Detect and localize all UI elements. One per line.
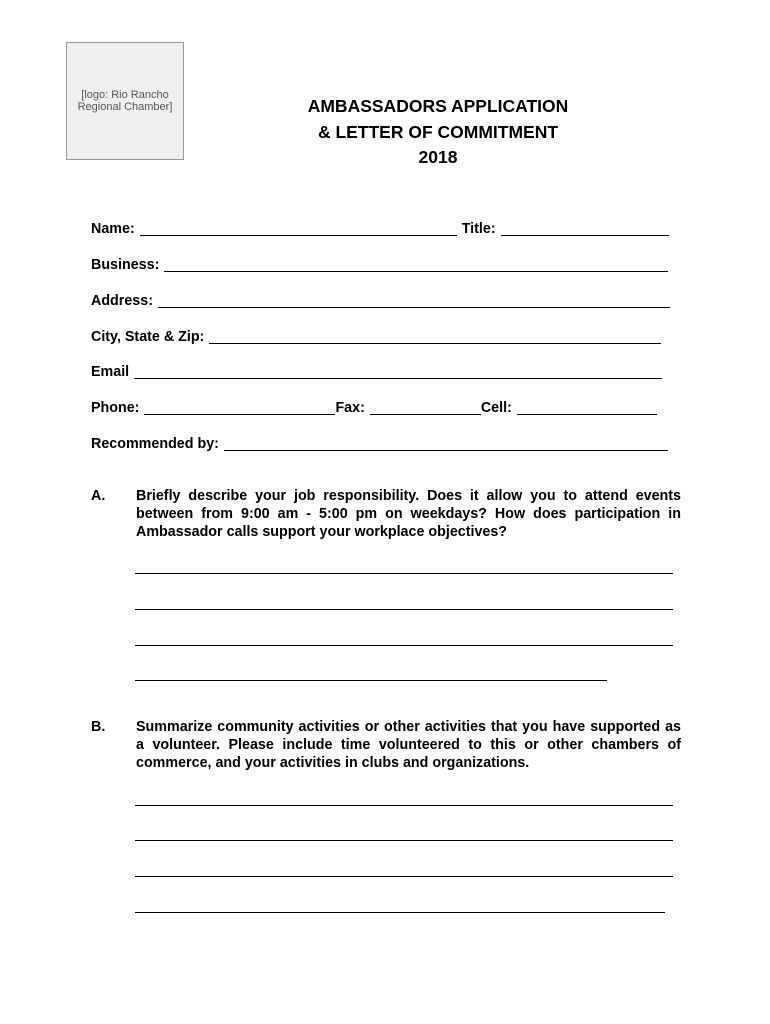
business-field[interactable] bbox=[164, 257, 668, 272]
fax-label: Fax: bbox=[335, 400, 365, 416]
email-row bbox=[91, 361, 662, 381]
recommended-label: Recommended by: bbox=[91, 436, 219, 452]
name-field[interactable] bbox=[140, 221, 457, 236]
document-title bbox=[270, 94, 606, 171]
phone-row bbox=[91, 397, 657, 417]
business-row bbox=[91, 254, 668, 274]
answer-b-line[interactable] bbox=[135, 876, 673, 877]
recommended-row bbox=[91, 433, 668, 453]
phone-field[interactable] bbox=[144, 400, 335, 415]
city-state-zip-row bbox=[91, 326, 661, 346]
cell-label: Cell: bbox=[480, 400, 512, 416]
email-label: Email bbox=[91, 364, 130, 380]
answer-b-line[interactable] bbox=[135, 912, 665, 913]
email-field[interactable] bbox=[134, 364, 662, 379]
answer-a-line[interactable] bbox=[135, 573, 673, 574]
cell-field[interactable] bbox=[517, 400, 657, 415]
phone-label: Phone: bbox=[91, 400, 140, 416]
question-b bbox=[91, 718, 681, 778]
title-field[interactable] bbox=[501, 221, 669, 236]
answer-b-line[interactable] bbox=[135, 840, 673, 841]
question-a-letter: A. bbox=[91, 488, 106, 504]
question-a bbox=[91, 487, 681, 547]
question-a-prompt: Briefly describe your job responsibility. Does it allow you to attend events between from 9:00 am - 5:00 pm on weekdays? How does participation in Ambassador calls support your workplace objectives? bbox=[136, 488, 681, 540]
address-row bbox=[91, 290, 670, 310]
title-line-1: AMBASSADORS APPLICATION bbox=[307, 96, 569, 116]
title-label: Title: bbox=[461, 221, 496, 237]
address-label: Address: bbox=[91, 293, 153, 309]
name-row bbox=[91, 218, 669, 238]
business-label: Business: bbox=[91, 257, 160, 273]
answer-a-line[interactable] bbox=[135, 609, 673, 610]
title-line-2: & LETTER OF COMMITMENT bbox=[317, 121, 559, 142]
address-field[interactable] bbox=[158, 293, 670, 308]
logo-placeholder-label: [logo: Rio Rancho Regional Chamber] bbox=[77, 89, 173, 113]
name-label: Name: bbox=[91, 221, 135, 237]
answer-a-line[interactable] bbox=[135, 645, 673, 646]
title-year: 2018 bbox=[418, 147, 458, 167]
answer-a-line[interactable] bbox=[135, 680, 607, 681]
recommended-field[interactable] bbox=[224, 436, 668, 451]
fax-field[interactable] bbox=[370, 400, 481, 415]
city-state-zip-label: City, State & Zip: bbox=[91, 329, 205, 345]
city-state-zip-field[interactable] bbox=[209, 329, 661, 344]
answer-b-line[interactable] bbox=[135, 805, 673, 806]
question-b-prompt: Summarize community activities or other activities that you have supported as a volunteer. Please include time volunteered to this or other chambers of commerce, and your activities in clubs and organizations. bbox=[136, 719, 681, 771]
question-b-letter: B. bbox=[91, 719, 106, 735]
chamber-logo bbox=[66, 42, 184, 160]
